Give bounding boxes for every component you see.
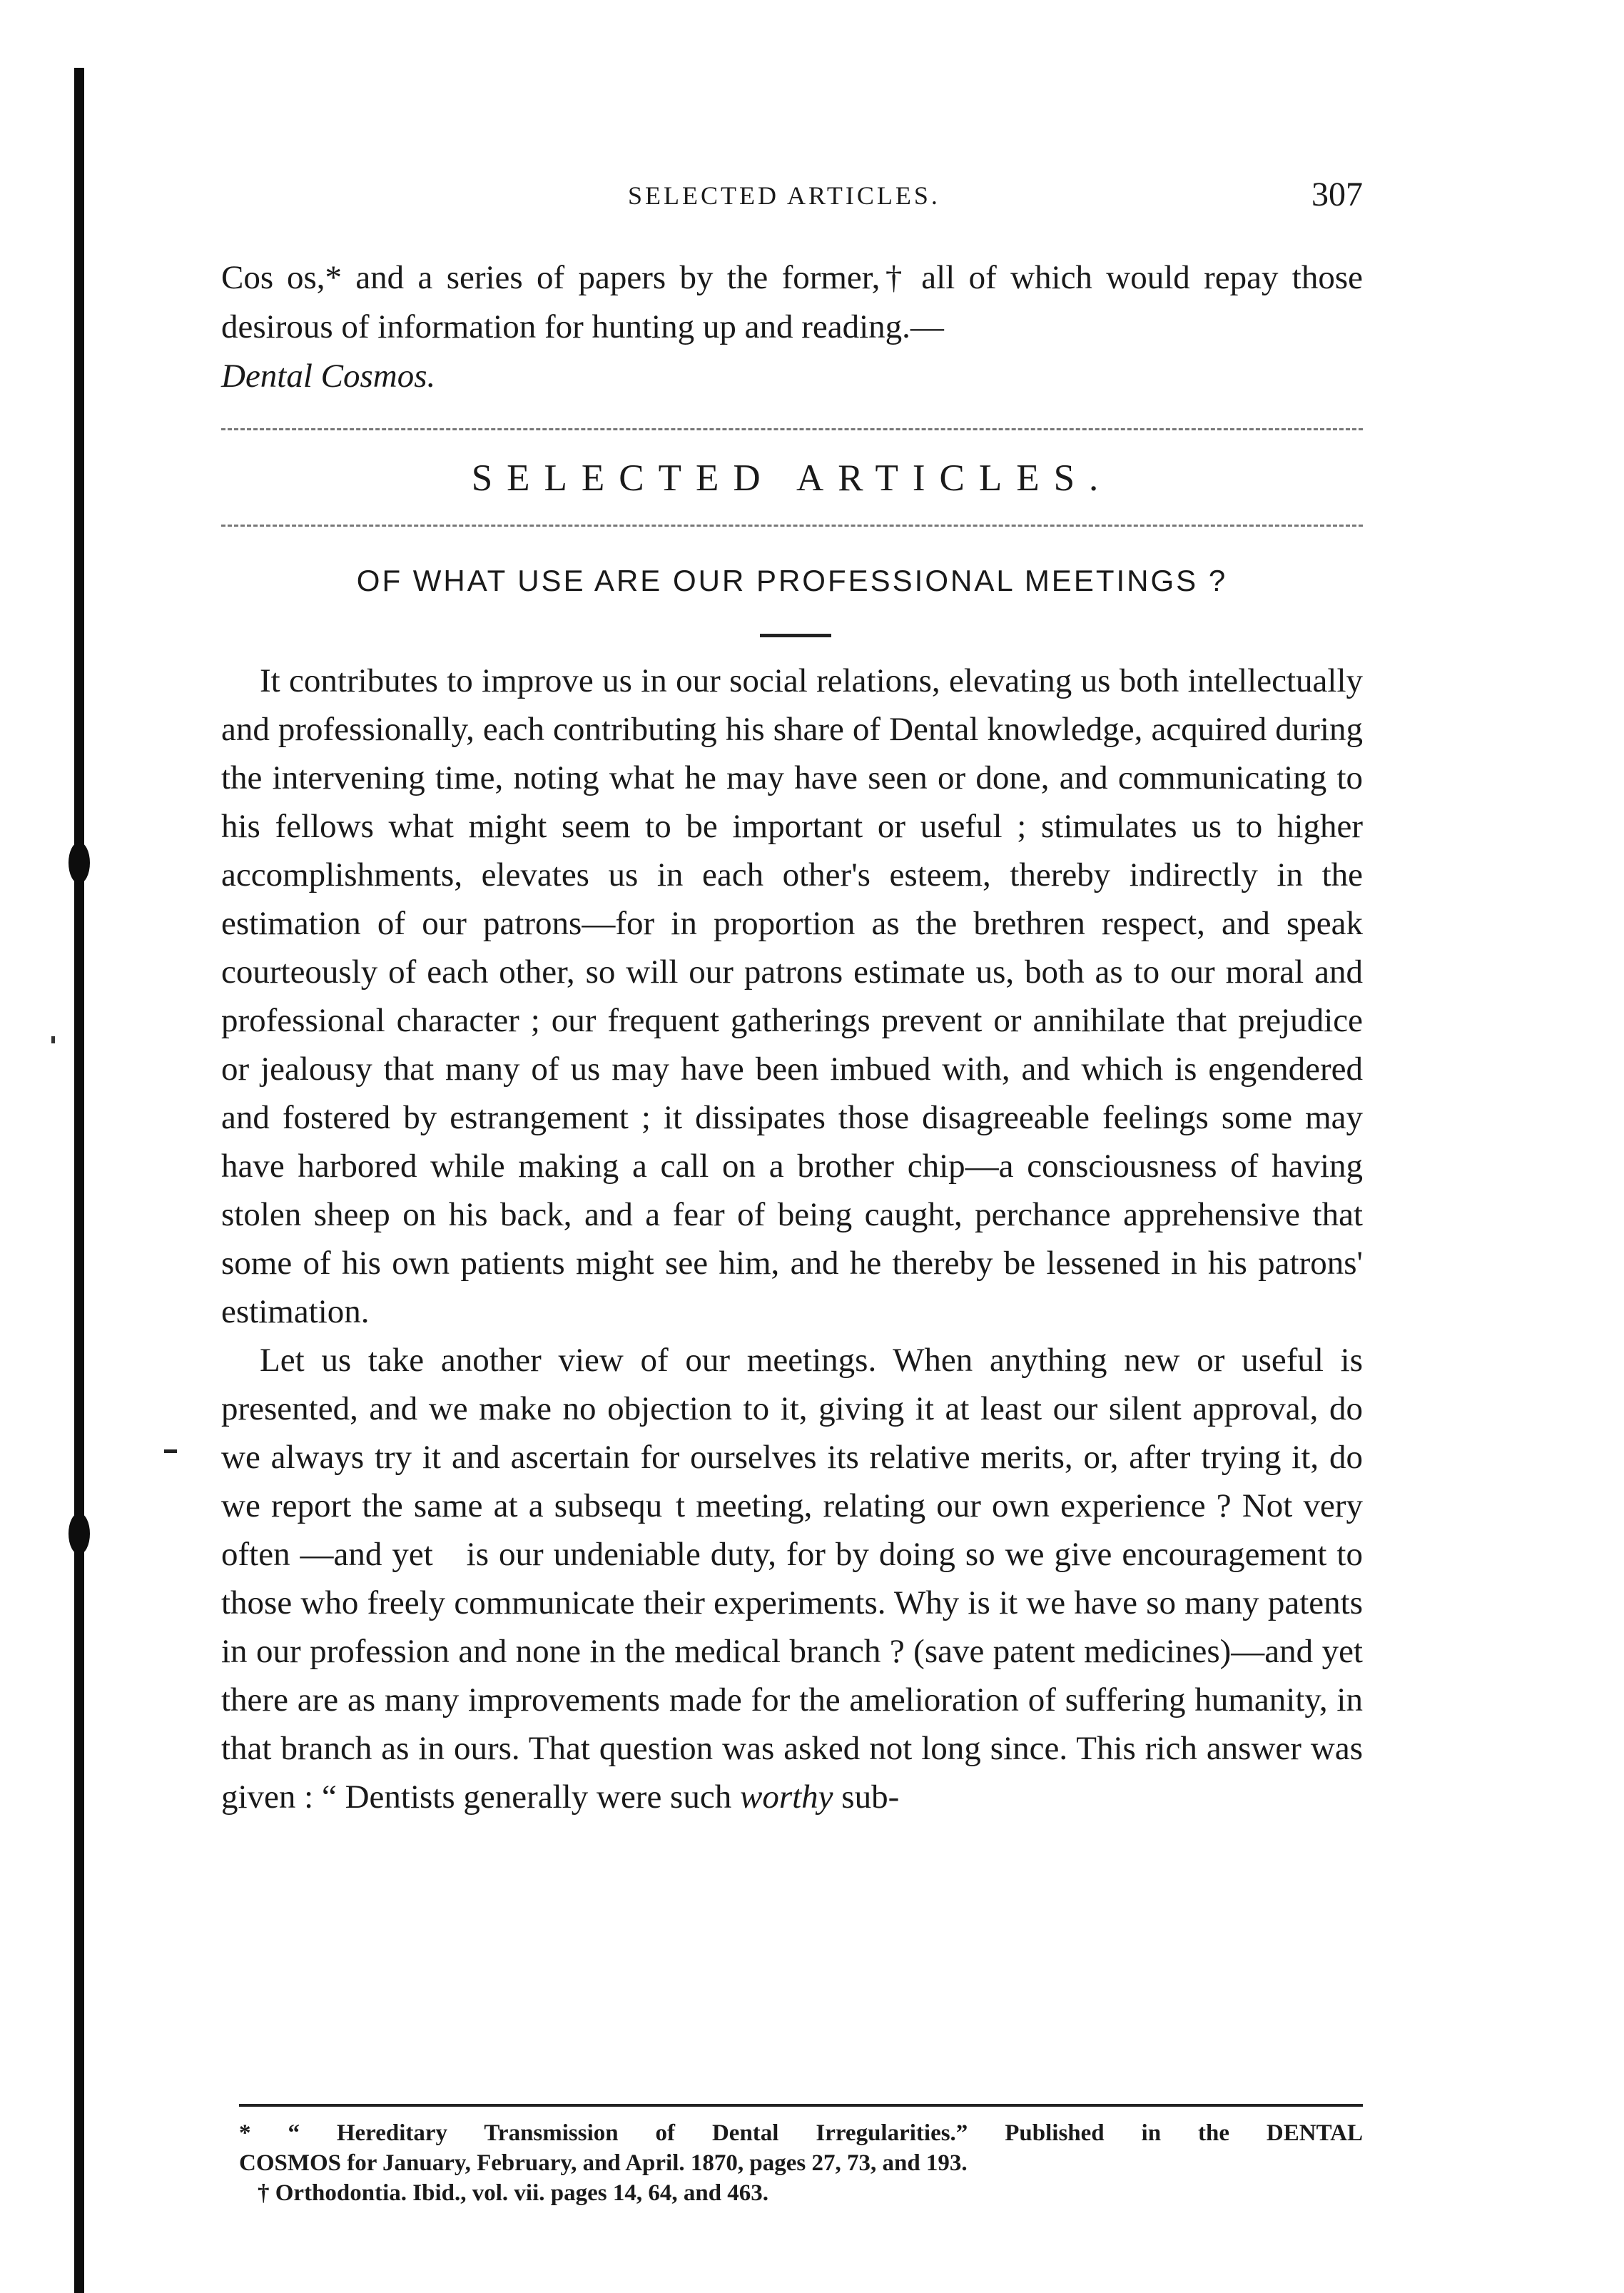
- binding-mark: [68, 842, 90, 884]
- running-title: SELECTED ARTICLES.: [628, 181, 940, 210]
- footnote-2: [239, 2178, 1363, 2208]
- running-header: [221, 175, 1363, 218]
- footnotes: [239, 2118, 1363, 2208]
- article-paragraph: [221, 1336, 1363, 1821]
- page-number: 307: [1311, 176, 1363, 213]
- footnote-1: [239, 2118, 1363, 2148]
- intro-paragraph: [221, 253, 1363, 401]
- article-title: OF WHAT USE ARE OUR PROFESSIONAL MEETINGS ?: [356, 564, 1228, 597]
- footnote-marker: †: [258, 2180, 270, 2206]
- intro-text: Cos os,* and a series of papers by the former,† all of which would repay those desirous of information for hunting up and reading.—: [221, 259, 1363, 345]
- margin-mark: [51, 1036, 55, 1043]
- footnote-text: Orthodontia. Ibid., vol. vii. pages 14, 64, and 463.: [275, 2180, 769, 2206]
- footnote-text: “ Hereditary Transmission of Dental Irregularities.” Published in the DENTAL: [288, 2120, 1364, 2146]
- footnote-rule: [239, 2104, 1363, 2107]
- article-body: [221, 657, 1363, 1821]
- section-divider-bottom: [221, 525, 1363, 527]
- section-divider-top: [221, 428, 1363, 430]
- margin-mark: [164, 1449, 177, 1453]
- intro-source: Dental Cosmos.: [221, 358, 436, 395]
- binding-mark: [68, 1513, 90, 1554]
- paragraph-text: Let us take another view of our meetings. When anything new or useful is presented, and we make no objection to it, giving it at least our silent approval, do we always try it and ascertain for ourselves its relative merits, or, after trying it, do we report the same at a subsequ t meeting, relating our own experience ? Not very often —and yet is our undeniable duty, for by doing so we give encouragement to those who freely communicate their experiments. Why is it we have so many patents in our profession and none in the medical branch ? (save patent medicines)—and yet there are as many improvements made for the amelioration of suffering humanity, in that branch as in ours. That question was asked not long since. This rich answer was given : “ Dentists generally were such: [221, 1342, 1363, 1816]
- title-rule: [760, 634, 831, 637]
- footnote-1-continuation: COSMOS for January, February, and April. 1870, pages 27, 73, and 193.: [239, 2150, 968, 2176]
- footnote-marker: *: [239, 2120, 251, 2146]
- section-title: SELECTED ARTICLES.: [471, 457, 1113, 499]
- paragraph-continuation: sub-: [841, 1778, 900, 1816]
- page-binding-edge: [74, 68, 84, 2293]
- article-paragraph: It contributes to improve us in our social relations, elevating us both intellectually and professionally, each contributing his share of Dental knowledge, acquired during the intervening time, noting what he may have seen or done, and communicating to his fellows what might seem to be important or useful ; stimulates us to higher accomplishments, elevates us in each other's esteem, thereby indirectly in the estimation of our patrons—for in proportion as the brethren respect, and speak courteously of each other, so will our patrons estimate us, both as to our moral and professional character ; our frequent gatherings prevent or annihilate that prejudice or jealousy that many of us may have been imbued with, and which is engendered and fostered by estrangement ; it dissipates those disagreeable feelings some may have harbored while making a call on a brother chip—a consciousness of having stolen sheep on his back, and a fear of being caught, perchance apprehensive that some of his own patients might see him, and he thereby be lessened in his patrons' estimation.: [221, 662, 1363, 1330]
- emphasis-word: worthy: [739, 1778, 833, 1816]
